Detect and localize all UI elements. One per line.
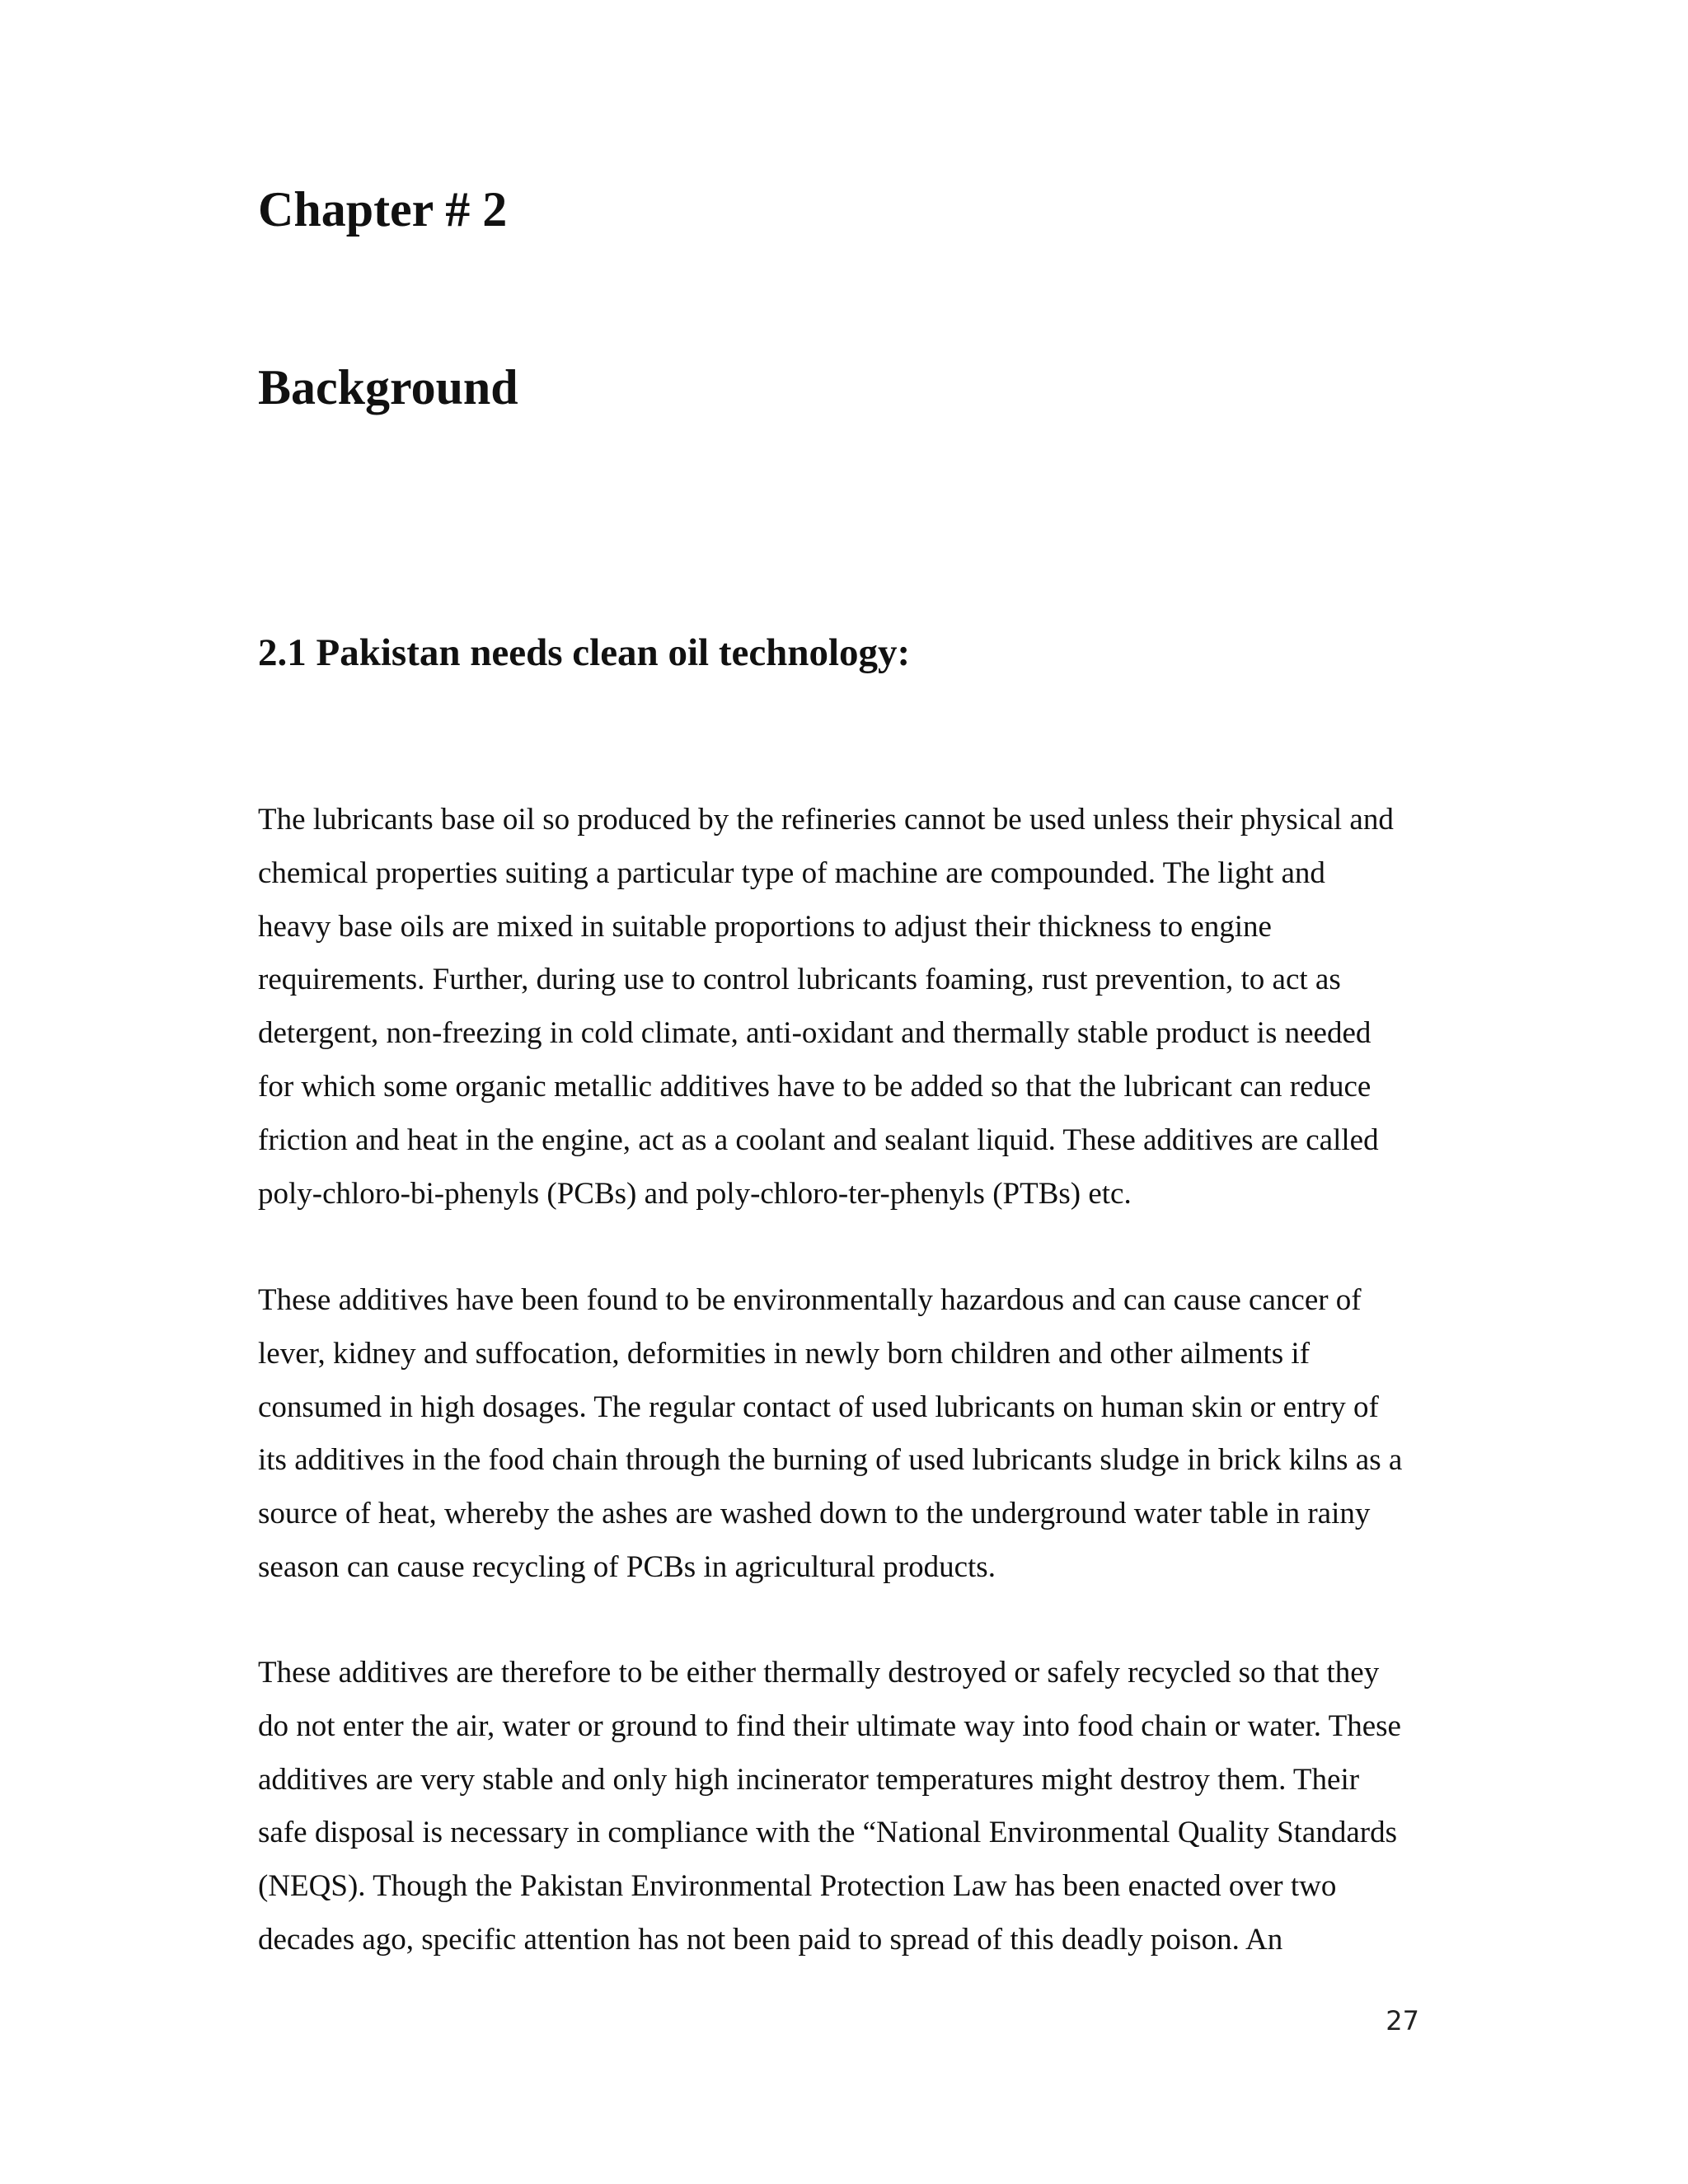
paragraph-line: The lubricants base oil so produced by the refineries cannot be used unless their physical and (258, 803, 1394, 837)
paragraph-line: These additives have been found to be environmentally hazardous and can cause cancer of (258, 1283, 1362, 1317)
paragraph-line: source of heat, whereby the ashes are washed down to the underground water table in rainy (258, 1497, 1371, 1531)
chapter-title: Background (258, 360, 518, 415)
paragraph-line: its additives in the food chain through the burning of used lubricants sludge in brick kilns as a (258, 1443, 1403, 1478)
paragraph-line: consumed in high dosages. The regular contact of used lubricants on human skin or entry of (258, 1390, 1379, 1424)
paragraph (258, 794, 1445, 1221)
paragraph-line: decades ago, specific attention has not been paid to spread of this deadly poison. An (258, 1922, 1283, 1957)
paragraph-line: detergent, non-freezing in cold climate, anti-oxidant and thermally stable product is needed (258, 1016, 1372, 1051)
paragraph-line: safe disposal is necessary in compliance with the “National Environmental Quality Standards (258, 1816, 1397, 1850)
section-heading: 2.1 Pakistan needs clean oil technology: (258, 631, 911, 674)
paragraph-line: for which some organic metallic additives have to be added so that the lubricant can reduce (258, 1069, 1372, 1104)
paragraph-line: do not enter the air, water or ground to find their ultimate way into food chain or water. These (258, 1708, 1401, 1743)
paragraph-line: lever, kidney and suffocation, deformities in newly born children and other ailments if (258, 1336, 1311, 1371)
chapter-label: Chapter # 2 (258, 182, 508, 237)
paragraph-line: season can cause recycling of PCBs in agricultural products. (258, 1549, 996, 1584)
paragraph-line: These additives are therefore to be either thermally destroyed or safely recycled so that they (258, 1656, 1380, 1690)
page-number: 27 (1386, 2005, 1419, 2036)
paragraph-line: poly-chloro-bi-phenyls (PCBs) and poly-chloro-ter-phenyls (PTBs) etc. (258, 1176, 1132, 1211)
paragraph-line: heavy base oils are mixed in suitable proportions to adjust their thickness to engine (258, 909, 1272, 944)
paragraph-line: (NEQS). Though the Pakistan Environmental Protection Law has been enacted over two (258, 1869, 1337, 1904)
paragraph (258, 1647, 1445, 1967)
paragraph-line: chemical properties suiting a particular type of machine are compounded. The light and (258, 855, 1325, 890)
paragraph-line: friction and heat in the engine, act as a coolant and sealant liquid. These additives are called (258, 1122, 1379, 1157)
paragraph-line: requirements. Further, during use to control lubricants foaming, rust prevention, to act as (258, 963, 1341, 997)
paragraph (258, 1274, 1445, 1595)
paragraph-line: additives are very stable and only high incinerator temperatures might destroy them. Their (258, 1762, 1360, 1797)
